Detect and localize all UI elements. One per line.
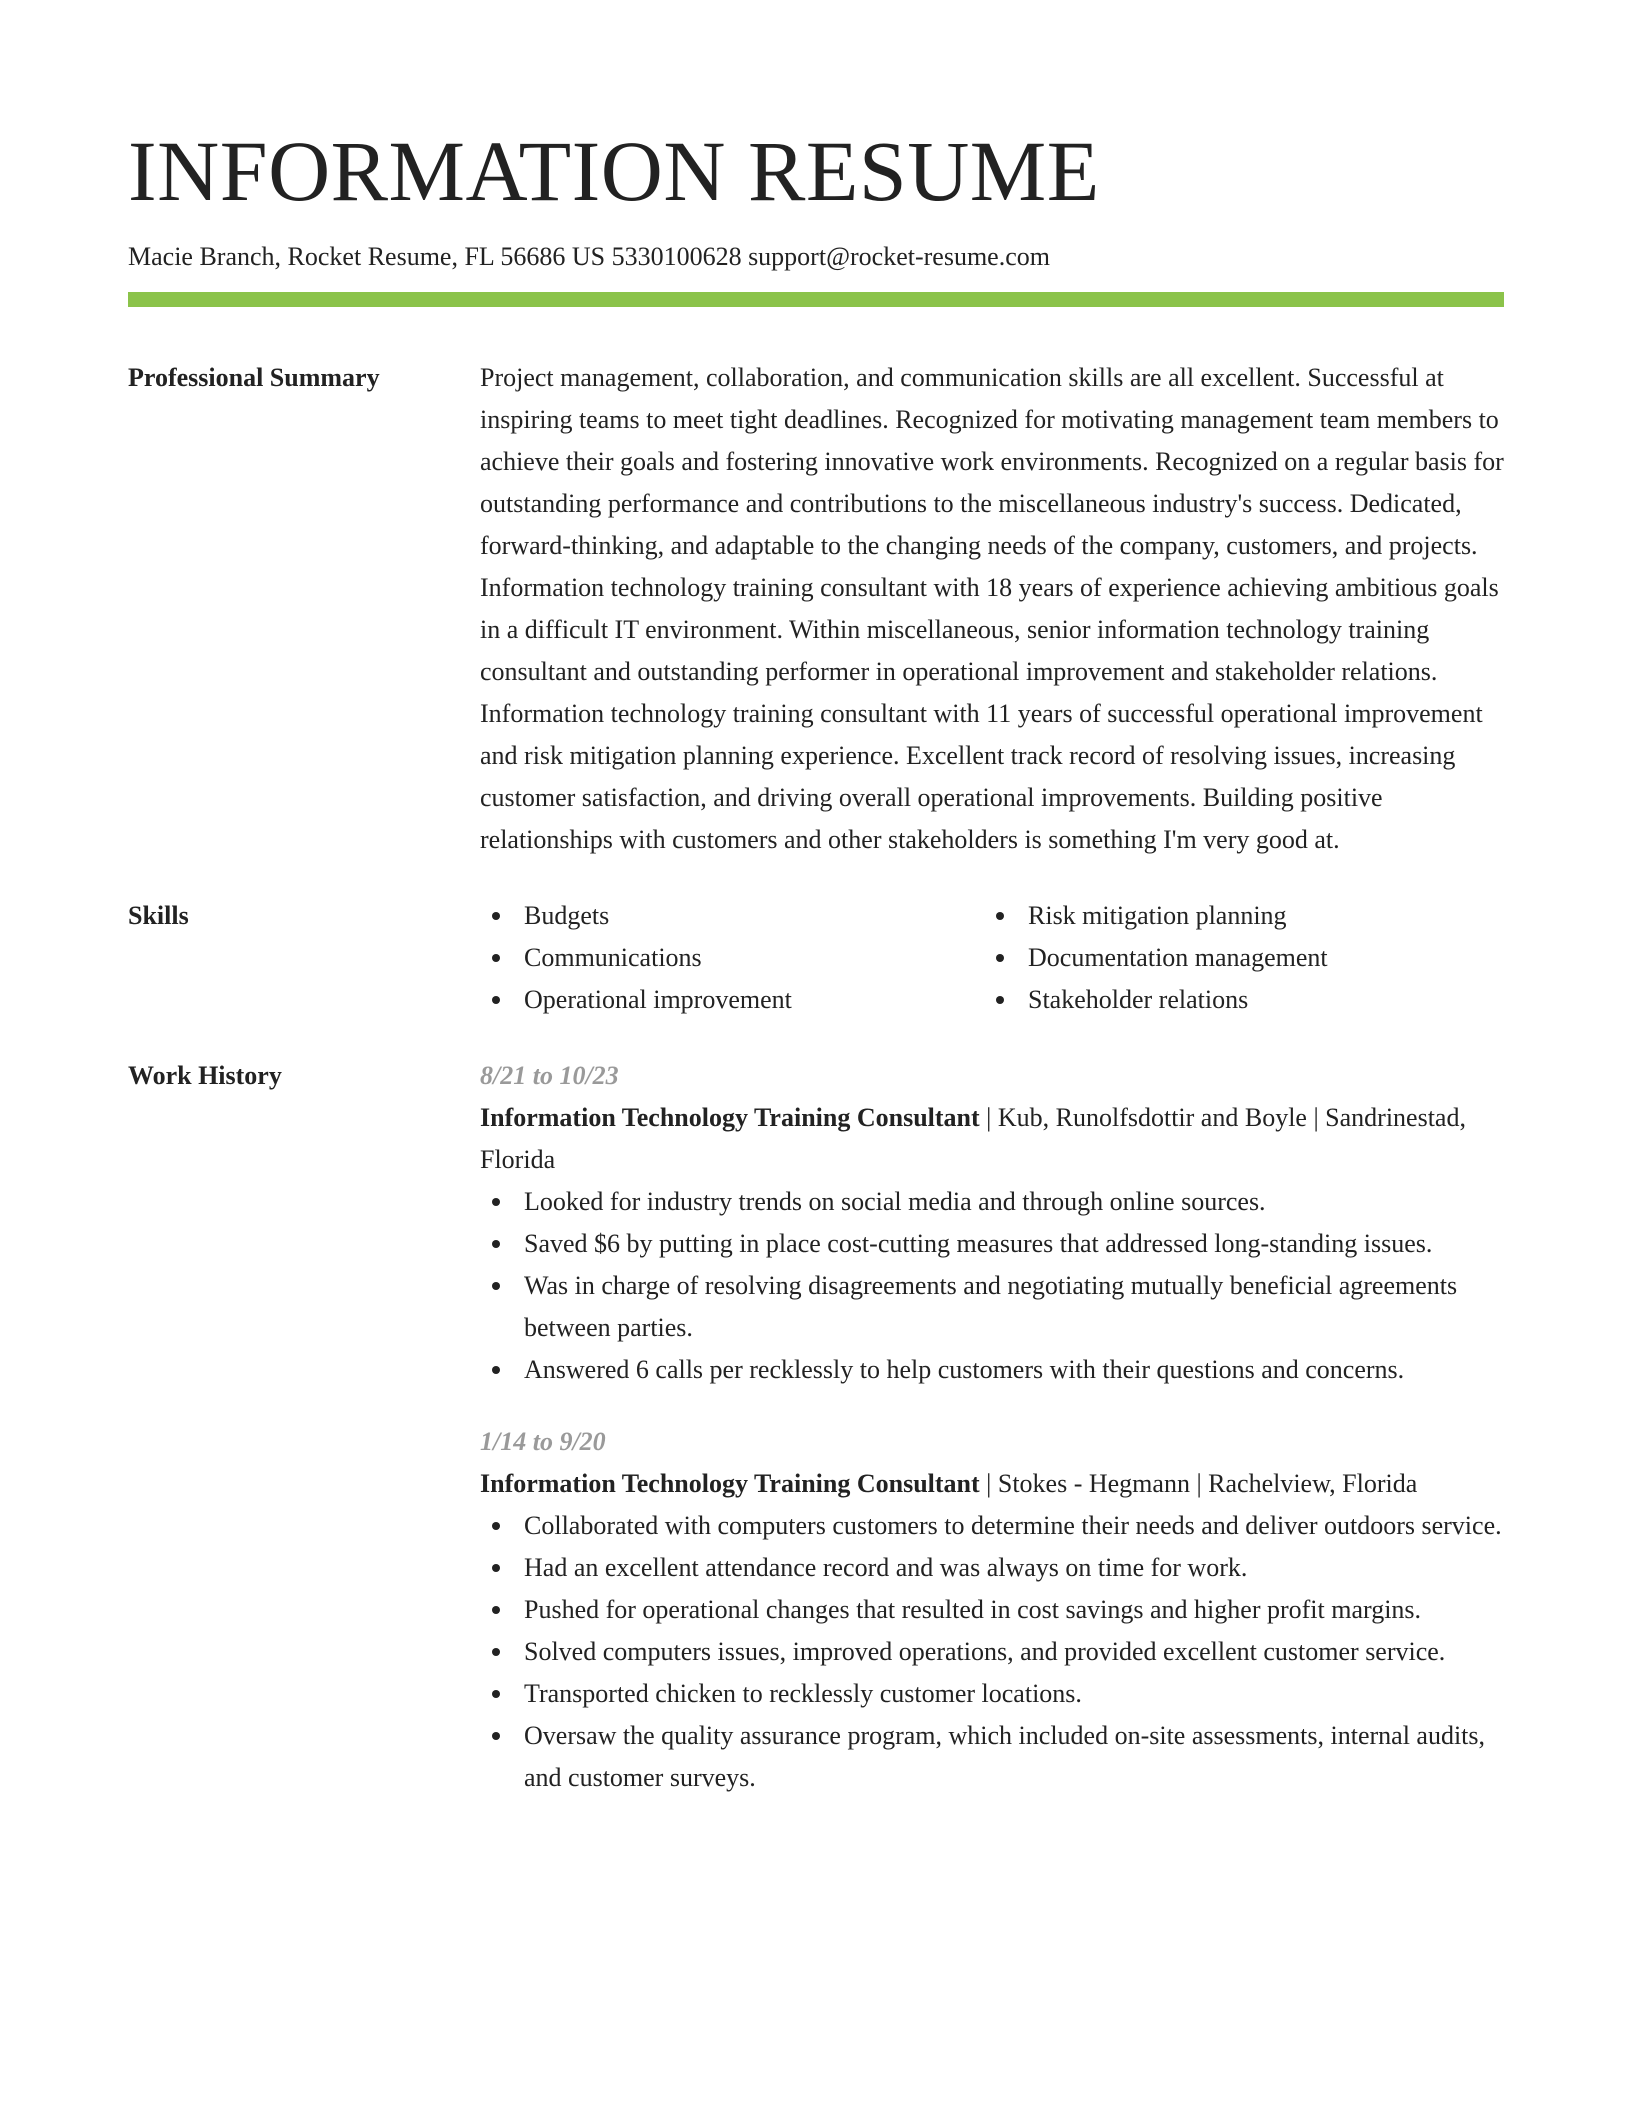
job-duty-item: Transported chicken to recklessly customer locations.	[480, 1673, 1504, 1715]
job-dates: 8/21 to 10/23	[480, 1061, 619, 1090]
skill-item: Budgets	[480, 895, 984, 937]
skill-item: Documentation management	[984, 937, 1488, 979]
work-history-body	[480, 1055, 1504, 1799]
job-heading	[480, 1463, 1504, 1505]
skills-grid	[480, 895, 1504, 1021]
job-title: Information Technology Training Consultant	[480, 1103, 980, 1132]
job-details: | Stokes - Hegmann | Rachelview, Florida	[979, 1469, 1418, 1498]
job-duty-item: Pushed for operational changes that resulted in cost savings and higher profit margins.	[480, 1589, 1504, 1631]
job-duty-item: Collaborated with computers customers to determine their needs and deliver outdoors service.	[480, 1505, 1504, 1547]
job-duties-list	[480, 1505, 1504, 1799]
skill-item: Stakeholder relations	[984, 979, 1488, 1021]
job-duty-item: Oversaw the quality assurance program, which included on-site assessments, internal audits, and customer surveys.	[480, 1715, 1504, 1799]
section-label-summary: Professional Summary	[128, 363, 380, 392]
skills-column-right	[984, 895, 1488, 1021]
skills-column-left	[480, 895, 984, 1021]
resume-title: INFORMATION RESUME	[128, 123, 1100, 219]
job-duty-item: Saved $6 by putting in place cost-cutting measures that addressed long-standing issues.	[480, 1223, 1504, 1265]
skills-section	[128, 895, 1504, 1021]
job-details: | Kub, Runolfsdottir and Boyle | Sandrinestad, Florida	[480, 1103, 1466, 1174]
summary-section	[128, 357, 1504, 861]
skill-item: Operational improvement	[480, 979, 984, 1021]
job-title: Information Technology Training Consultant	[480, 1469, 980, 1498]
job-dates: 1/14 to 9/20	[480, 1427, 606, 1456]
job-duty-item: Solved computers issues, improved operations, and provided excellent customer service.	[480, 1631, 1504, 1673]
job-duty-item: Looked for industry trends on social media and through online sources.	[480, 1181, 1504, 1223]
job-heading	[480, 1097, 1504, 1181]
resume-page	[128, 116, 1504, 1799]
work-history-section	[128, 1055, 1504, 1799]
contact-line: Macie Branch, Rocket Resume, FL 56686 US 5330100628 support@rocket-resume.com	[128, 242, 1050, 271]
job-duty-item: Was in charge of resolving disagreements and negotiating mutually beneficial agreements between parties.	[480, 1265, 1504, 1349]
job-duty-item: Answered 6 calls per recklessly to help customers with their questions and concerns.	[480, 1349, 1504, 1391]
section-label-skills: Skills	[128, 901, 189, 930]
job-duties-list	[480, 1181, 1504, 1391]
accent-divider	[128, 292, 1504, 307]
job-entry	[480, 1055, 1504, 1391]
skill-item: Communications	[480, 937, 984, 979]
job-duty-item: Had an excellent attendance record and was always on time for work.	[480, 1547, 1504, 1589]
summary-text: Project management, collaboration, and communication skills are all excellent. Successful at inspiring teams to meet tight deadlines. Recognized for motivating management team members to achieve their goals and fostering innovative work environments. Recognized on a regular basis for outstanding performance and contributions to the miscellaneous industry's success. Dedicated, forward-thinking, and adaptable to the changing needs of the company, customers, and projects. Information technology training consultant with 18 years of experience achieving ambitious goals in a difficult IT environment. Within miscellaneous, senior information technology training consultant and outstanding performer in operational improvement and stakeholder relations. Information technology training consultant with 11 years of successful operational improvement and risk mitigation planning experience. Excellent track record of resolving issues, increasing customer satisfaction, and driving overall operational improvements. Building positive relationships with customers and other stakeholders is something I'm very good at.	[480, 363, 1504, 854]
job-entry	[480, 1421, 1504, 1799]
section-label-work-history: Work History	[128, 1061, 282, 1090]
skill-item: Risk mitigation planning	[984, 895, 1488, 937]
